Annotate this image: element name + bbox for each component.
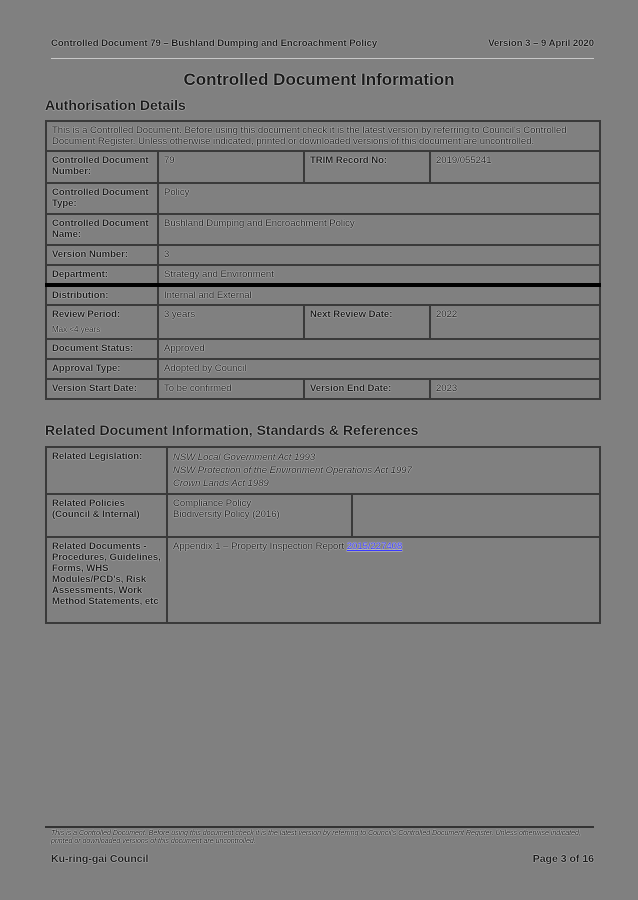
value-version-number: 3 — [158, 245, 600, 265]
value-related-legislation — [167, 447, 600, 494]
trim-link[interactable]: 2015/227408 — [346, 541, 403, 552]
label-review-period — [46, 305, 158, 339]
related-document-text: Appendix 1 – Property Inspection Report — [173, 541, 345, 552]
label-next-review: Next Review Date: — [304, 305, 430, 339]
label-related-legislation: Related Legislation: — [46, 447, 167, 494]
legislation-item: NSW Local Government Act 1993 — [173, 452, 316, 463]
label-related-policies: Related Policies (Council & Internal) — [46, 494, 167, 537]
controlled-notice: This is a Controlled Document. Before using this document check it is the latest version by referring to Council's Controlled Document Register. Unless otherwise indicated, printed or downloaded versions of this document are uncontrolled. — [46, 121, 600, 151]
value-trim-record: 2019/055241 — [430, 151, 600, 183]
value-related-documents — [167, 537, 600, 623]
label-version-end: Version End Date: — [304, 379, 430, 399]
value-version-end: 2023 — [430, 379, 600, 399]
page-header — [51, 38, 594, 59]
header-document-title: Controlled Document 79 – Bushland Dumping and Encroachment Policy — [51, 38, 378, 49]
page-number: Page 3 of 16 — [532, 853, 594, 865]
value-distribution: Internal and External — [158, 285, 600, 305]
value-review-period: 3 years — [158, 305, 304, 339]
legislation-item: Crown Lands Act 1989 — [173, 478, 269, 489]
value-document-status: Approved — [158, 339, 600, 359]
label-version-number: Version Number: — [46, 245, 158, 265]
label-related-documents: Related Documents - Procedures, Guidelines, Forms, WHS Modules/PCD's, Risk Assessments, Work Method Statements, etc — [46, 537, 167, 623]
label-approval-type: Approval Type: — [46, 359, 158, 379]
label-trim-record: TRIM Record No: — [304, 151, 430, 183]
page-title: Controlled Document Information — [183, 70, 455, 89]
policy-item: Compliance Policy — [173, 498, 252, 509]
value-document-number: 79 — [158, 151, 304, 183]
value-approval-type: Adopted by Council — [158, 359, 600, 379]
footer-note: This is a Controlled Document. Before using this document check it is the latest version by referring to Council's Controlled Document Register. Unless otherwise indicated, printed or downloaded versions of this document are uncontrolled. — [51, 830, 581, 845]
value-next-review: 2022 — [430, 305, 600, 339]
policy-item: Biodiversity Policy (2016) — [173, 509, 280, 520]
legislation-item: NSW Protection of the Environment Operations Act 1997 — [173, 465, 412, 476]
empty-cell — [352, 494, 600, 537]
label-distribution: Distribution: — [46, 285, 158, 305]
label-document-status: Document Status: — [46, 339, 158, 359]
label-version-start: Version Start Date: — [46, 379, 158, 399]
value-document-name: Bushland Dumping and Encroachment Policy — [158, 214, 600, 245]
review-period-label: Review Period: — [52, 309, 121, 320]
footer-divider — [45, 826, 594, 828]
header-version: Version 3 – 9 April 2020 — [488, 38, 594, 49]
authorisation-table — [45, 120, 601, 400]
value-related-policies — [167, 494, 352, 537]
value-department: Strategy and Environment — [158, 265, 600, 285]
authorisation-heading: Authorisation Details — [45, 97, 186, 113]
value-document-type: Policy — [158, 183, 600, 214]
label-department: Department: — [46, 265, 158, 285]
related-heading: Related Document Information, Standards & References — [45, 422, 419, 438]
label-document-type: Controlled Document Type: — [46, 183, 158, 214]
label-document-name: Controlled Document Name: — [46, 214, 158, 245]
review-period-max: Max <4 years — [52, 325, 101, 334]
page-footer — [51, 853, 594, 865]
organisation-name: Ku-ring-gai Council — [51, 853, 149, 865]
label-document-number: Controlled Document Number: — [46, 151, 158, 183]
related-table — [45, 446, 601, 624]
value-version-start: To be confirmed — [158, 379, 304, 399]
